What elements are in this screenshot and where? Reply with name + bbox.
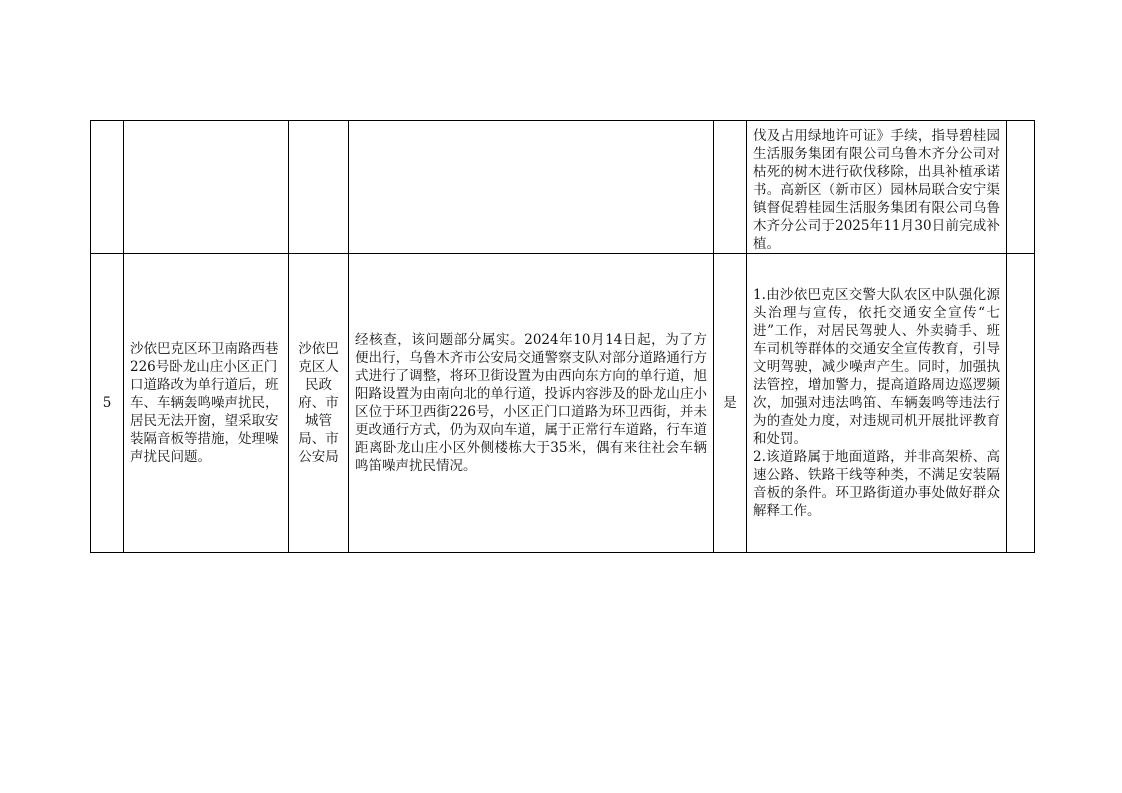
- cell-remark: [1007, 121, 1035, 254]
- cell-department: [289, 121, 349, 254]
- cell-measures: [747, 254, 1007, 553]
- cell-measures: 伐及占用绿地许可证》手续，指导碧桂园生活服务集团有限公司乌鲁木齐分公司对枯死的树木进行砍伐移除，出具补植承诺书。高新区（新市区）园林局联合安宁渠镇督促碧桂园生活服务集团有限公司乌鲁木齐分公司于2025年11月30日前完成补植。: [747, 121, 1007, 254]
- table-row-continued: [91, 121, 1035, 254]
- cell-confirmed: [714, 121, 747, 254]
- cell-number: [91, 121, 124, 254]
- complaint-table: [90, 120, 1035, 553]
- cell-issue: 沙依巴克区环卫南路西巷226号卧龙山庄小区正门口道路改为单行道后，班车、车辆轰鸣噪声扰民，居民无法开窗，望采取安装隔音板等措施，处理噪声扰民问题。: [124, 254, 289, 553]
- cell-department: 沙依巴克区人民政府、市城管局、市公安局: [289, 254, 349, 553]
- cell-verification: [349, 121, 714, 254]
- cell-confirmed: 是: [714, 254, 747, 553]
- cell-remark: [1007, 254, 1035, 553]
- table-row: [91, 254, 1035, 553]
- cell-number: 5: [91, 254, 124, 553]
- measure-item-2: 2.该道路属于地面道路，并非高架桥、高速公路、铁路干线等种类，不满足安装隔音板的条件。环卫路街道办事处做好群众解释工作。: [753, 449, 1000, 519]
- cell-verification: 经核查，该问题部分属实。2024年10月14日起，为了方便出行，乌鲁木齐市公安局交通警察支队对部分道路通行方式进行了调整，将环卫街设置为由西向东方向的单行道，旭阳路设置为由南向北的单行道，投诉内容涉及的卧龙山庄小区位于环卫西街226号，小区正门口道路为环卫西街，并未更改通行方式，仍为双向车道，属于正常行车道路，行车道距离卧龙山庄小区外侧楼栋大于35米，偶有来往社会车辆鸣笛噪声扰民情况。: [349, 254, 714, 553]
- measure-item-1: 1.由沙依巴克区交警大队农区中队强化源头治理与宣传，依托交通安全宣传“七进”工作，对居民驾驶人、外卖骑手、班车司机等群体的交通安全宣传教育，引导文明驾驶，减少噪声产生。同时，加强执法管控，增加警力，提高道路周边巡逻频次，加强对违法鸣笛、车辆轰鸣等违法行为的查处力度，对违规司机开展批评教育和处罚。: [753, 287, 1000, 447]
- cell-issue: [124, 121, 289, 254]
